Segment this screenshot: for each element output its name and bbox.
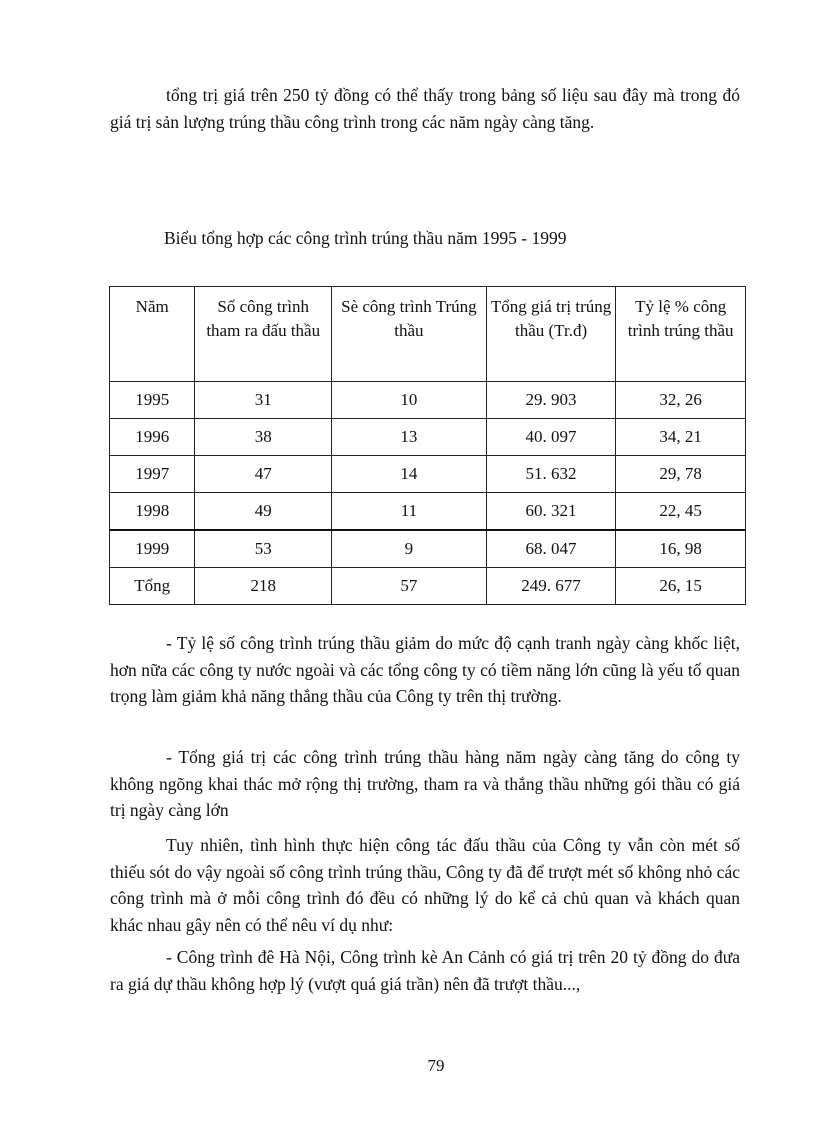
- cell-win-rate: 29, 78: [616, 456, 746, 493]
- table-caption: Biểu tổng hợp các công trình trúng thầu năm 1995 - 1999: [164, 228, 567, 248]
- cell-bid-projects: 218: [195, 568, 332, 605]
- table-row: [110, 382, 746, 419]
- cell-year: 1996: [110, 419, 195, 456]
- intro-text: tổng trị giá trên 250 tỷ đồng có thể thấy trong bảng số liệu sau đây mà trong đó giá trị sản lượng trúng thầu công trình trong các năm ngày càng tăng.: [110, 85, 740, 132]
- analysis-paragraph-win-rate: [110, 630, 740, 710]
- table-total-row: [110, 568, 746, 605]
- cell-year: 1999: [110, 530, 195, 568]
- analysis-paragraph-shortcomings: [110, 832, 740, 938]
- cell-total-value: 68. 047: [486, 530, 616, 568]
- header-year: Năm: [110, 287, 195, 382]
- cell-total-value: 29. 903: [486, 382, 616, 419]
- cell-total-value: 40. 097: [486, 419, 616, 456]
- cell-year: 1998: [110, 493, 195, 531]
- cell-total-value: 249. 677: [486, 568, 616, 605]
- analysis-paragraph-total-value: [110, 744, 740, 824]
- paragraph-text: - Tổng giá trị các công trình trúng thầu hàng năm ngày càng tăng do công ty không ngõng khai thác mở rộng thị trường, tham ra và thắng thầu những gói thầu có giá trị ngày càng lớn: [110, 747, 740, 820]
- cell-won-projects: 10: [332, 382, 487, 419]
- header-bid-projects: Số công trình tham ra đấu thầu: [195, 287, 332, 382]
- cell-bid-projects: 38: [195, 419, 332, 456]
- table-row: [110, 493, 746, 531]
- cell-year: 1995: [110, 382, 195, 419]
- tender-results-table: [109, 286, 746, 605]
- cell-total-value: 51. 632: [486, 456, 616, 493]
- table-header-row: [110, 287, 746, 382]
- cell-total-label: Tổng: [110, 568, 195, 605]
- cell-win-rate: 22, 45: [616, 493, 746, 531]
- cell-won-projects: 13: [332, 419, 487, 456]
- cell-year: 1997: [110, 456, 195, 493]
- cell-total-value: 60. 321: [486, 493, 616, 531]
- cell-win-rate: 16, 98: [616, 530, 746, 568]
- cell-win-rate: 26, 15: [616, 568, 746, 605]
- cell-won-projects: 57: [332, 568, 487, 605]
- cell-won-projects: 9: [332, 530, 487, 568]
- paragraph-text: - Công trình đê Hà Nội, Công trình kè An Cảnh có giá trị trên 20 tỷ đồng do đưa ra giá dự thầu không hợp lý (vượt quá giá trần) nên đã trượt thầu...,: [110, 947, 740, 994]
- intro-paragraph: [110, 82, 740, 135]
- cell-win-rate: 32, 26: [616, 382, 746, 419]
- table-row: [110, 456, 746, 493]
- cell-win-rate: 34, 21: [616, 419, 746, 456]
- header-total-value: Tổng giá trị trúng thầu (Tr.đ): [486, 287, 616, 382]
- page-number: 79: [427, 1056, 445, 1075]
- cell-won-projects: 14: [332, 456, 487, 493]
- cell-bid-projects: 53: [195, 530, 332, 568]
- header-win-rate: Tỷ lệ % công trình trúng thầu: [616, 287, 746, 382]
- header-won-projects: Sè công trình Trúng thầu: [332, 287, 487, 382]
- cell-bid-projects: 31: [195, 382, 332, 419]
- cell-won-projects: 11: [332, 493, 487, 531]
- cell-bid-projects: 49: [195, 493, 332, 531]
- table-row: [110, 419, 746, 456]
- analysis-paragraph-example: [110, 944, 740, 997]
- cell-bid-projects: 47: [195, 456, 332, 493]
- paragraph-text: - Tỷ lệ số công trình trúng thầu giảm do mức độ cạnh tranh ngày càng khốc liệt, hơn nữa các công ty nước ngoài và các tổng công ty có tiềm năng lớn cũng là yếu tố quan trọng làm giảm khả năng thắng thầu của Công ty trên thị trường.: [110, 633, 740, 706]
- table-row: [110, 530, 746, 568]
- paragraph-text: Tuy nhiên, tình hình thực hiện công tác đấu thầu của Công ty vẫn còn mét số thiếu sót do vậy ngoài số công trình trúng thầu, Công ty đã để trượt mét số không nhỏ các công trình mà ở mỗi công trình đó đều có những lý do kể cả chủ quan và khách quan khác nhau gây nên có thể nêu ví dụ như:: [110, 835, 740, 935]
